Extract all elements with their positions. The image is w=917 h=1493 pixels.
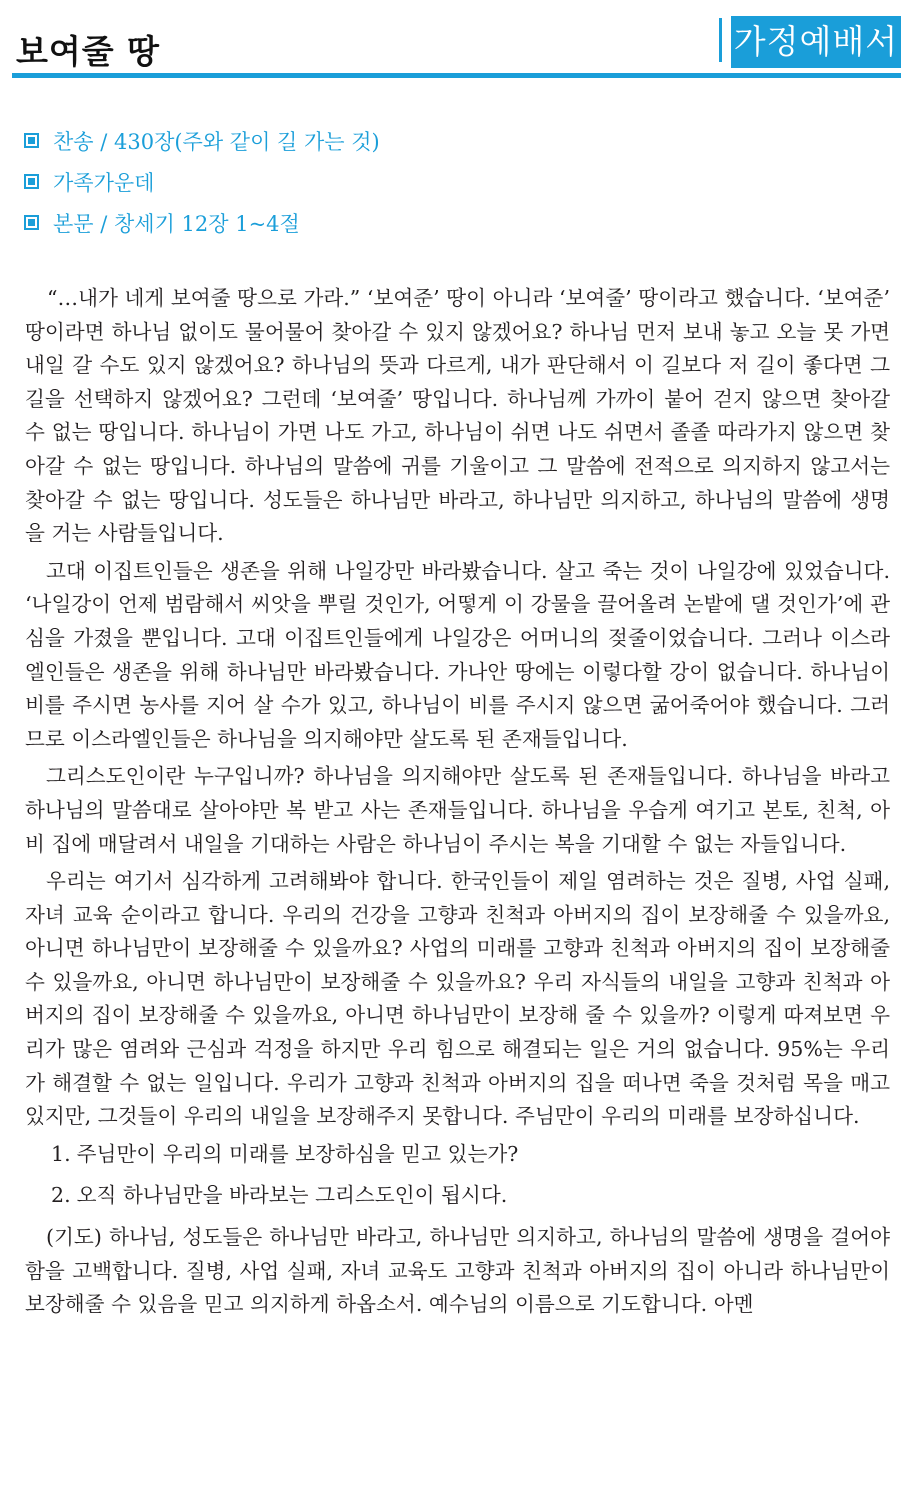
square-bullet-icon [24, 215, 39, 230]
scripture-info [24, 202, 884, 243]
point-number: 1. [51, 1141, 71, 1166]
hymn-text: 찬송 / 430장(주와 같이 길 가는 것) [53, 129, 380, 154]
square-bullet-icon [24, 174, 39, 189]
point-number: 2. [51, 1183, 71, 1208]
prayer-paragraph: (기도) 하나님, 성도들은 하나님만 바라고, 하나님만 의지하고, 하나님의 말씀에 생명을 걸어야 함을 고백합니다. 질병, 사업 실패, 자녀 교육도 고향과 친척과 아버지의 집이 아니라 하나님만이 보장해줄 수 있음을 믿고 의지하게 하옵소서. 예수님의 이름으로 기도합니다. 아멘 [25, 1225, 890, 1317]
leader-info [24, 161, 884, 202]
leader-text: 가족가운데 [53, 170, 155, 195]
point-text: 오직 하나님만을 바라보는 그리스도인이 됩시다. [76, 1183, 508, 1208]
page-header [0, 0, 917, 82]
header-rule [12, 73, 901, 78]
worship-info-list [24, 120, 884, 243]
paragraph: 그리스도인이란 누구입니까? 하나님을 의지해야만 살도록 된 존재들입니다. 하나님을 바라고 하나님의 말씀대로 살아야만 복 받고 사는 존재들입니다. 하나님을 우습게 여기고 본토, 친척, 아비 집에 매달려서 내일을 기대하는 사람은 하나님이 주시는 복을 기대할 수 없는 자들입니다. [25, 764, 890, 856]
sermon-body [25, 282, 890, 1326]
scripture-text: 본문 / 창세기 12장 1~4절 [53, 211, 300, 236]
square-bullet-icon [24, 133, 39, 148]
paragraph: 우리는 여기서 심각하게 고려해봐야 합니다. 한국인들이 제일 염려하는 것은 질병, 사업 실패, 자녀 교육 순이라고 합니다. 우리의 건강을 고향과 친척과 아버지의 집이 보장해줄 수 있을까요, 아니면 하나님만이 보장해줄 수 있을까요? 사업의 미래를 고향과 친척과 아버지의 집이 보장해줄 수 있을까요, 아니면 하나님만이 보장해줄 수 있을까요? 우리 자식들의 내일을 고향과 친척과 아버지의 집이 보장해줄 수 있을까요, 아니면 하나님만이 보장해 줄 수 있을까? 이렇게 따져보면 우리가 많은 염려와 근심과 걱정을 하지만 우리 힘으로 해결되는 일은 거의 없습니다. 95%는 우리가 해결할 수 없는 일입니다. 우리가 고향과 친척과 아버지의 집을 떠나면 죽을 것처럼 목을 매고 있지만, 그것들이 우리의 내일을 보장해주지 못합니다. 주님만이 우리의 미래를 보장하십니다. [25, 869, 890, 1129]
paragraph: “…내가 네게 보여줄 땅으로 가라.” ‘보여준’ 땅이 아니라 ‘보여줄’ 땅이라고 했습니다. ‘보여준’ 땅이라면 하나님 없이도 물어물어 찾아갈 수 있지 않겠어요? 하나님 먼저 보내 놓고 오늘 못 가면 내일 갈 수도 있지 않겠어요? 하나님의 뜻과 다르게, 내가 판단해서 이 길보다 저 길이 좋다면 그 길을 선택하지 않겠어요? 그런데 ‘보여줄’ 땅입니다. 하나님께 가까이 붙어 걷지 않으면 찾아갈 수 없는 땅입니다. 하나님이 가면 나도 가고, 하나님이 쉬면 나도 쉬면서 졸졸 따라가지 않으면 찾아갈 수 없는 땅입니다. 하나님의 말씀에 귀를 기울이고 그 말씀에 전적으로 의지하지 않고서는 찾아갈 수 없는 땅입니다. 성도들은 하나님만 바라고, 하나님만 의지하고, 하나님의 말씀에 생명을 거는 사람들입니다. [25, 286, 890, 546]
paragraph: 고대 이집트인들은 생존을 위해 나일강만 바라봤습니다. 살고 죽는 것이 나일강에 있었습니다. ‘나일강이 언제 범람해서 씨앗을 뿌릴 것인가, 어떻게 이 강물을 끌어올려 논밭에 댈 것인가’에 관심을 가졌을 뿐입니다. 고대 이집트인들에게 나일강은 어머니의 젖줄이었습니다. 그러나 이스라엘인들은 생존을 위해 하나님만 바라봤습니다. 가나안 땅에는 이렇다할 강이 없습니다. 하나님이 비를 주시면 농사를 지어 살 수가 있고, 하나님이 비를 주시지 않으면 굶어죽어야 했습니다. 그러므로 이스라엘인들은 하나님을 의지해야만 살도록 된 존재들입니다. [25, 558, 890, 751]
hymn-info [24, 120, 884, 161]
page-title: 보여줄 땅 [16, 32, 161, 71]
header-divider [719, 18, 722, 62]
discussion-point [25, 1179, 890, 1213]
section-badge: 가정예배서 [731, 16, 901, 68]
point-text: 주님만이 우리의 미래를 보장하심을 믿고 있는가? [76, 1141, 519, 1166]
discussion-point [25, 1138, 890, 1172]
